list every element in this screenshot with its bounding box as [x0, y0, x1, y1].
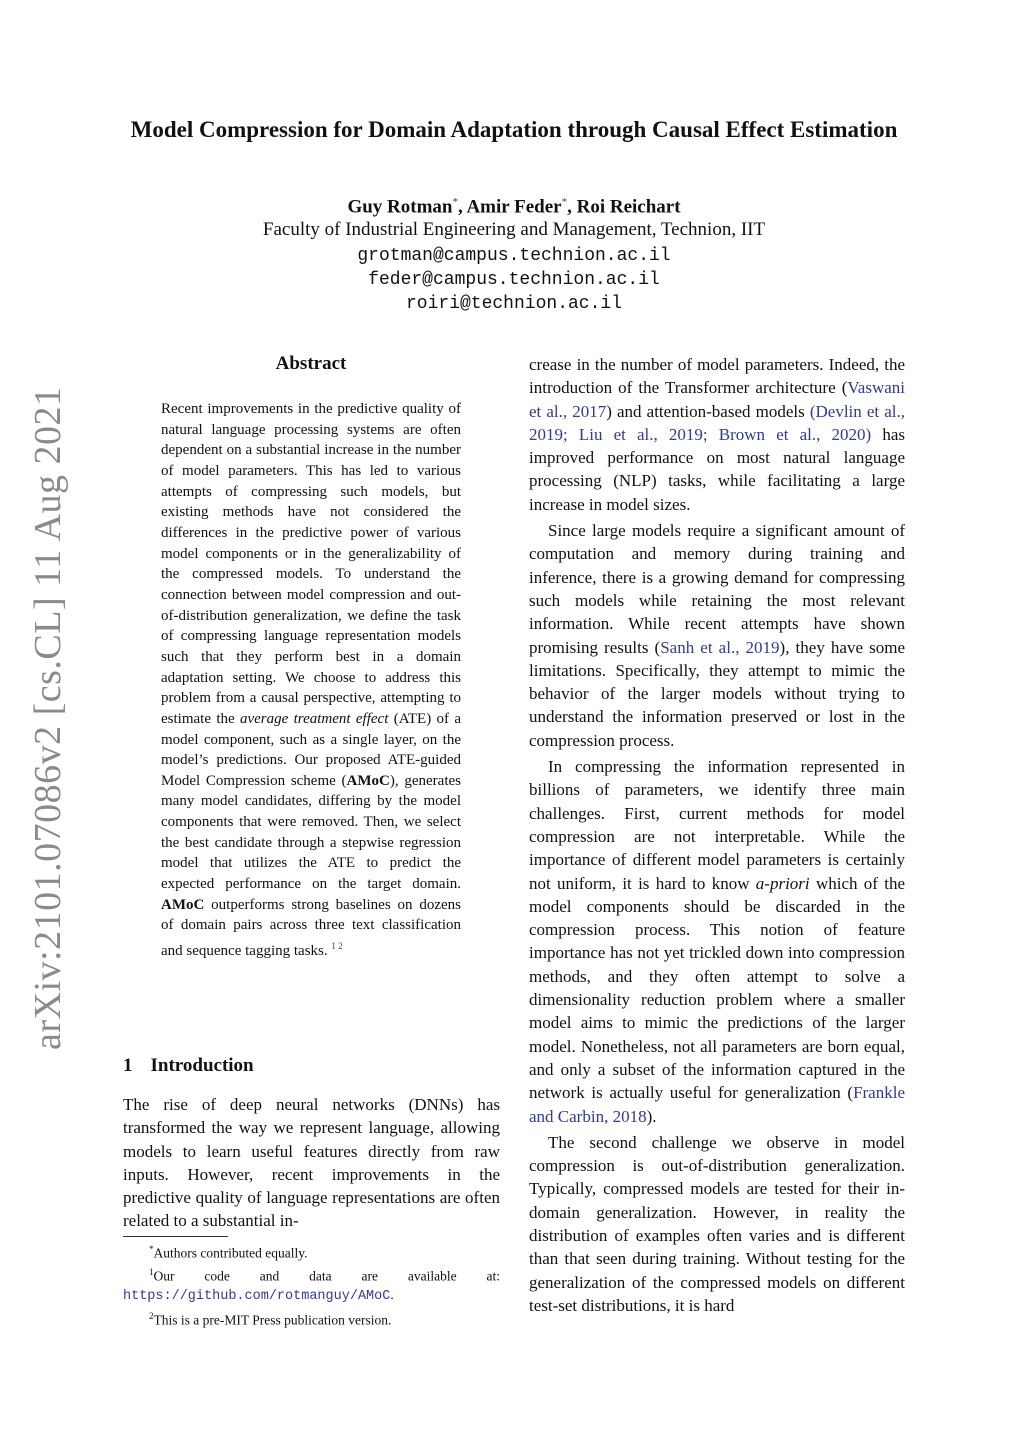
- body-text: ), they have some limitations. Specifically, they attempt to mimic the behavior of the larger models without trying to understand the information preserved or lost in the compression process.: [529, 637, 906, 750]
- body-text: Since large models require a significant amount of computation and memory during training and inference, there is a growing demand for compressing such models while retaining the most relevant information. While recent attempts have shown promising results (: [529, 521, 905, 657]
- footnote-divider: [123, 1236, 228, 1237]
- footnote-mark: *: [149, 1244, 154, 1254]
- body-text: In compressing the information represented in billions of parameters, we identify three main challenges. First, current methods for model compression are not interpretable. While the importance of different model parameters is certainly not uniform, it is hard to know: [529, 757, 905, 893]
- footnote-refs[interactable]: 1 2: [331, 941, 343, 952]
- code-link[interactable]: https://github.com/rotmanguy/AMoC: [123, 1289, 391, 1304]
- body-emphasis: a-priori: [755, 873, 810, 893]
- intro-paragraph: The second challenge we observe in model compression is out-of-distribution generalization. Typically, compressed models are tested for their in-domain generalization. However, in reality the distribution of examples often varies and is different than that seen during training. Without testing for the generalization of the compressed models on different test-set distributions, it is hard: [529, 1132, 905, 1315]
- intro-paragraph: [529, 353, 905, 516]
- abstract-text: (ATE) of a model component, such as a single layer, on the model’s predictions. Our proposed ATE-guided Model Compression scheme (: [161, 710, 462, 789]
- footnote-mark: 2: [149, 1310, 154, 1321]
- paper-title: Model Compression for Domain Adaptation through Causal Effect Estimation: [130, 117, 898, 142]
- footnote-text: Our code and data are available at:: [153, 1268, 500, 1284]
- method-name: AMoC: [161, 896, 205, 913]
- citation-link[interactable]: Sanh et al., 2019: [660, 637, 780, 657]
- author-name: Amir Feder: [466, 196, 562, 218]
- intro-paragraph: The rise of deep neural networks (DNNs) has transformed the way we represent language, allowing models to learn useful features directly from raw inputs. However, recent improvements in the predictive quality of language representations are often related to a substantial in-: [123, 1095, 500, 1231]
- author-list: Guy Rotman*, Amir Feder*, Roi Reichart: [347, 196, 681, 218]
- abstract-heading: Abstract: [275, 353, 347, 374]
- equal-contribution-mark: *: [452, 196, 458, 208]
- footnote: [123, 1307, 500, 1330]
- footnotes: [123, 1240, 500, 1330]
- email[interactable]: grotman@campus.technion.ac.il: [357, 246, 671, 266]
- citation-link[interactable]: Frankle and Carbin, 2018: [529, 1083, 905, 1126]
- author-name: Guy Rotman: [347, 196, 453, 218]
- abstract-text: Recent improvements in the predictive quality of natural language processing systems are often dependent on a substantial increase in the number of model parameters. This has led to various attempts of compressing such models, but existing methods have not considered the differences in the predictive power of various model components or in the generalizability of the compressed models. To understand the connection between model compression and out-of-distribution generalization, we define the task of compressing language representation models such that they perform best in a domain adaptation setting. We choose to address this problem from a causal perspective, attempting to estimate the: [161, 401, 461, 727]
- abstract-text: ), generates many model candidates, differing by the model components that were removed. Then, we select the best candidate through a stepwise regression model that utilizes the ATE to predict the expected performance on the target domain.: [161, 772, 461, 893]
- abstract-body: [161, 399, 461, 962]
- equal-contribution-mark: *: [561, 196, 568, 208]
- affiliation: Faculty of Industrial Engineering and Management, Technion, IIT: [262, 219, 766, 240]
- abstract-text: outperforms strong baselines on dozens of domain pairs across three text classification and sequence tagging tasks.: [161, 896, 461, 960]
- intro-paragraph: [529, 755, 905, 1128]
- body-text: which of the model components should be discarded in the compression process. This notion of feature importance has not yet trickled down into compression methods, and they often attempt to solve a dimensionality reduction problem where a smaller model aims to mimic the predictions of the larger model. Nonetheless, not all parameters are born equal, and only a subset of the information captured in the network is actually useful for generalization (: [529, 873, 906, 1103]
- section-number: 1: [123, 1055, 133, 1076]
- arxiv-identifier: arXiv:2101.07086v2 [cs.CL] 11 Aug 2021: [27, 386, 69, 1050]
- email[interactable]: feder@campus.technion.ac.il: [368, 270, 660, 290]
- citation-link[interactable]: Vaswani et al., 2017: [529, 378, 905, 421]
- right-column: [529, 353, 905, 1320]
- body-text: crease in the number of model parameters. Indeed, the introduction of the Transformer architecture (: [529, 355, 905, 398]
- section-title: Introduction: [150, 1055, 254, 1076]
- abstract-emphasis: average treatment effect: [239, 710, 389, 727]
- footnote: $^1$Our code and data are available at: https://github.com/rotmanguy/AMoC.: [123, 1267, 500, 1304]
- body-text: has improved performance on most natural language processing (NLP) tasks, while facilitating a large increase in model sizes.: [529, 424, 905, 514]
- body-text: ) and attention-based models: [606, 401, 805, 421]
- method-name: AMoC: [346, 772, 390, 789]
- author-name: Roi Reichart: [576, 196, 681, 218]
- body-text: ).: [646, 1106, 657, 1126]
- footnote-text: This is a pre-MIT Press publication version.: [153, 1312, 392, 1327]
- footnote-text: Authors contributed equally.: [153, 1245, 308, 1261]
- author-emails: [120, 244, 908, 316]
- citation-link[interactable]: (Devlin et al., 2019; Liu et al., 2019; Brown et al., 2020): [529, 401, 906, 444]
- section-heading: [123, 1055, 272, 1077]
- intro-paragraph: [529, 519, 905, 752]
- email[interactable]: roiri@technion.ac.il: [405, 294, 623, 314]
- footnote-mark: 1: [149, 1267, 154, 1277]
- footnote: [123, 1240, 500, 1263]
